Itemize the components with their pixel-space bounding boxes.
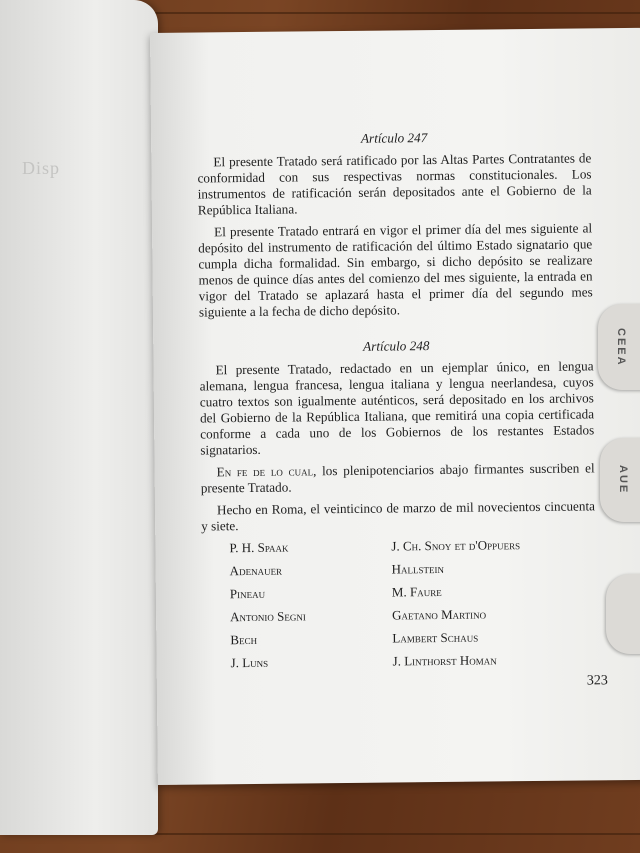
signatory-row (230, 560, 521, 586)
page-number: 323 (586, 673, 608, 689)
thumb-index-tab-ceea[interactable]: CEEA (598, 304, 640, 390)
article-248-paragraph: El presente Tratado, redactado en un ejemplar único, en lengua alemana, lengua francesa, lengua italiana y lengua neerlandesa, cuyos cuatro textos son igualmente auténticos, será depositado en los archivos del Gobierno de la República Italiana, que remitirá una copia certificada conforme a cada uno de los Gobiernos de los restantes Estados signatarios. (199, 358, 595, 458)
thumb-index-tab-3[interactable] (606, 574, 640, 654)
article-247-paragraph-1: El presente Tratado será ratificado por las Altas Partes Contratantes de conformidad con sus respectivas normas constitucionales. Los instrumentos de ratificación serán depositados ante el Gobierno de la República Italiana. (197, 150, 592, 218)
article-247-title: Artículo 247 (360, 130, 428, 146)
left-page (0, 0, 158, 835)
signatories-table (229, 537, 521, 678)
right-page (150, 28, 640, 785)
witness-clause-caps: En fe de lo cual (216, 463, 314, 480)
signatory-row (230, 606, 521, 632)
signatory-name: Adenauer (229, 562, 283, 579)
signatory-row (231, 652, 522, 678)
page-body (197, 128, 597, 678)
signatory-name: Pineau (229, 585, 266, 602)
signatory-name: Hallstein (391, 560, 445, 577)
signatory-name: Antonio Segni (230, 608, 306, 625)
signatory-name: J. Luns (230, 654, 269, 671)
signatory-name: Lambert Schaus (392, 629, 479, 646)
signatory-name: Gaetano Martino (392, 606, 487, 623)
signatory-name: J. Ch. Snoy et d'Oppuers (391, 537, 521, 554)
witness-clause (201, 460, 595, 496)
signatory-row (229, 537, 520, 563)
signatory-row (230, 583, 521, 609)
article-247-paragraph-2: El presente Tratado entrará en vigor el primer día del mes siguiente al depósito del instrumento de ratificación del último Estado signatario que cumpla dicha formalidad. Sin embargo, si dicho depósito se realizare menos de quince días antes del comienzo del mes siguiente, la entrada en vigor del Tratado se aplazará hasta el primer día del segundo mes siguiente a la fecha de dicho depósito. (198, 220, 593, 320)
signatory-row (230, 629, 521, 655)
done-at-clause: Hecho en Roma, el veinticinco de marzo de mil novecientos cincuenta y siete. (201, 498, 596, 534)
signatory-name: P. H. Spaak (229, 539, 289, 556)
signatory-name: M. Faure (391, 583, 442, 600)
article-248-title: Artículo 248 (363, 338, 430, 354)
thumb-index-tab-aue[interactable]: AUE (600, 438, 640, 522)
signatory-name: Bech (230, 631, 258, 648)
left-page-bleed-text: Disp (22, 158, 61, 178)
signatory-name: J. Linthorst Homan (392, 652, 497, 669)
witness-clause-rest: , los plenipotenciarios abajo firmantes suscriben el presente Tratado. (200, 460, 595, 496)
